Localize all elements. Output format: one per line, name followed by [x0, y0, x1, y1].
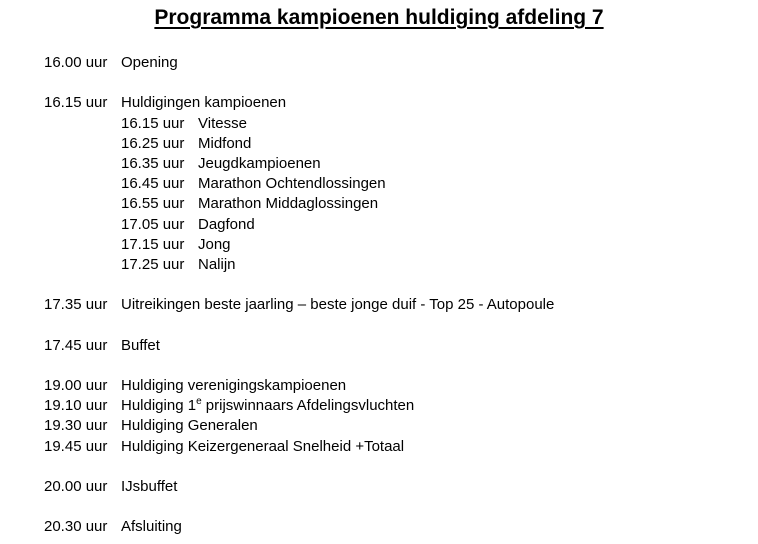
time-label: 19.00 uur — [44, 377, 108, 394]
blank-line — [44, 73, 758, 93]
time-label: 16.45 uur — [121, 175, 185, 193]
schedule-row — [44, 295, 758, 315]
schedule-row — [44, 114, 758, 134]
event-label: Vitesse — [198, 114, 247, 132]
page-title: Programma kampioenen huldiging afdeling 7 — [154, 6, 604, 29]
event-label: Nalijn — [198, 255, 236, 273]
event-label: Buffet — [121, 336, 160, 354]
time-label: 17.25 uur — [121, 255, 185, 273]
schedule-row — [44, 255, 758, 275]
time-label: 17.15 uur — [121, 235, 185, 253]
time-label: 20.30 uur — [44, 518, 108, 536]
event-label: Marathon Ochtendlossingen — [198, 175, 386, 193]
schedule-row — [44, 215, 758, 235]
schedule-row — [44, 93, 758, 113]
schedule-row — [44, 416, 758, 436]
event-label: Uitreikingen beste jaarling – beste jonge duif - Top 25 - Autopoule — [121, 296, 555, 314]
event-label: Opening — [121, 54, 178, 71]
event-label: Midfond — [198, 134, 252, 152]
event-label: Jong — [198, 235, 231, 253]
time-label: 19.30 uur — [44, 417, 108, 435]
event-label: Huldiging Keizergeneraal Snelheid +Totaal — [121, 437, 405, 455]
time-label: 20.00 uur — [44, 477, 108, 495]
schedule-row — [44, 154, 758, 174]
time-label: 16.00 uur — [44, 54, 108, 71]
event-label: Huldiging Generalen — [121, 417, 258, 435]
schedule-row — [44, 376, 758, 396]
event-label: Huldigingen kampioenen — [121, 94, 287, 112]
time-label: 16.55 uur — [121, 195, 185, 213]
time-label: 19.45 uur — [44, 437, 108, 455]
blank-line — [44, 497, 758, 517]
event-label: Huldiging 1e prijswinnaars Afdelingsvluchten — [121, 396, 415, 415]
time-label: 16.15 uur — [121, 114, 185, 132]
time-label: 17.35 uur — [44, 296, 108, 314]
event-label: Jeugdkampioenen — [198, 154, 321, 172]
event-label: Dagfond — [198, 215, 255, 233]
blank-line — [44, 315, 758, 335]
event-label: Huldiging verenigingskampioenen — [121, 377, 347, 394]
schedule-list — [0, 53, 758, 538]
schedule-row — [44, 194, 758, 214]
event-label: IJsbuffet — [121, 477, 178, 495]
event-label: Marathon Middaglossingen — [198, 195, 379, 213]
blank-line — [44, 356, 758, 376]
time-label: 19.10 uur — [44, 397, 108, 415]
schedule-row — [44, 336, 758, 356]
time-label: 16.25 uur — [121, 134, 185, 152]
schedule-row — [44, 134, 758, 154]
schedule-row — [44, 517, 758, 537]
blank-line — [44, 275, 758, 295]
superscript-e: e — [196, 396, 202, 408]
schedule-row — [44, 437, 758, 457]
event-label: Afsluiting — [121, 518, 182, 536]
time-label: 17.45 uur — [44, 336, 108, 354]
schedule-row — [44, 396, 758, 416]
schedule-row — [44, 477, 758, 497]
time-label: 16.35 uur — [121, 154, 185, 172]
time-label: 17.05 uur — [121, 215, 185, 233]
schedule-row — [44, 53, 758, 73]
schedule-row — [44, 174, 758, 194]
schedule-row — [44, 235, 758, 255]
time-label: 16.15 uur — [44, 94, 108, 112]
blank-line — [44, 457, 758, 477]
